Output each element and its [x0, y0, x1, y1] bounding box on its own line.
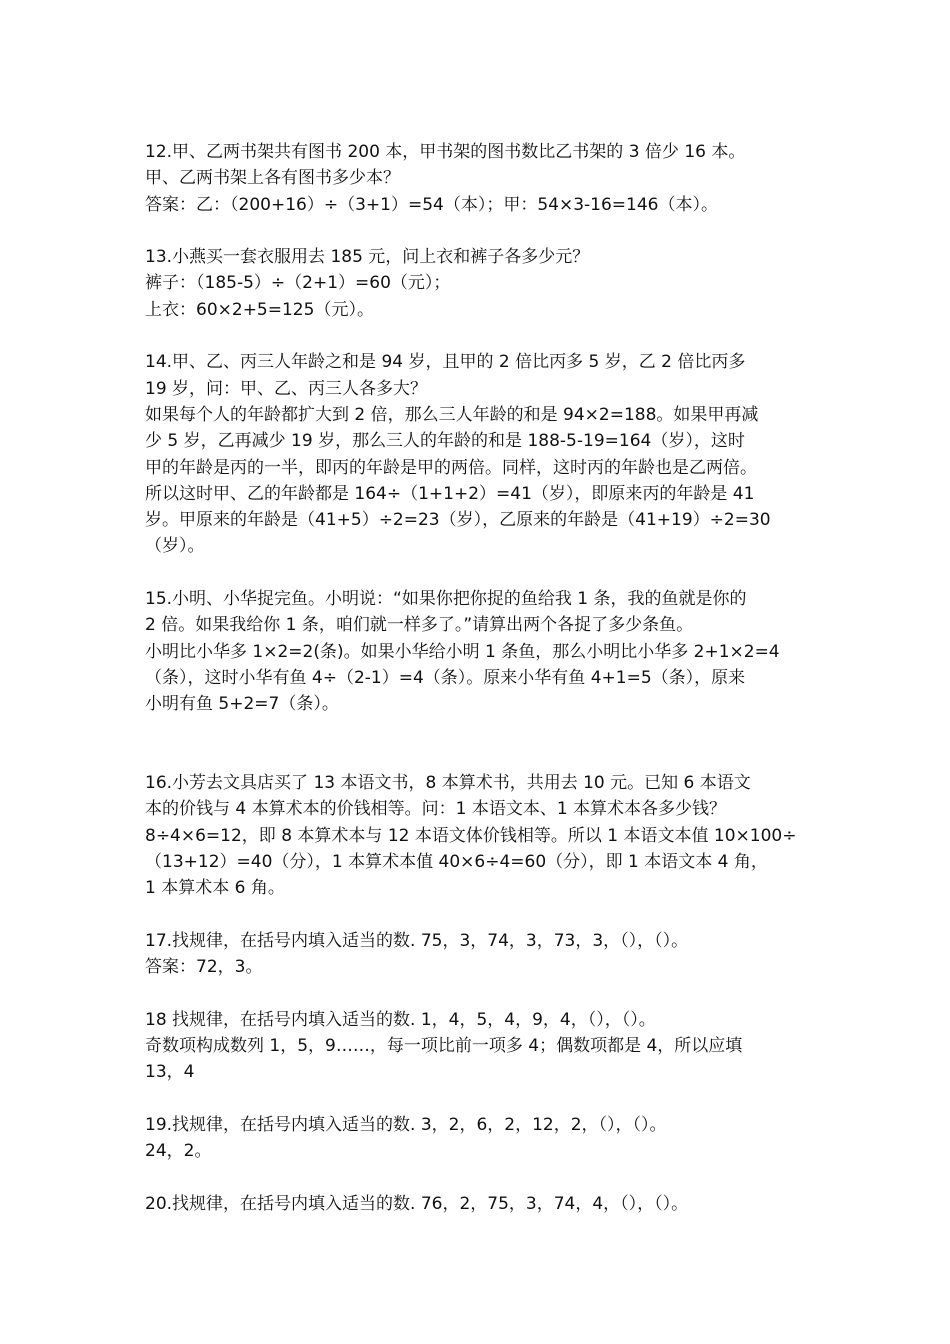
text-line: 小明比小华多 1×2=2(条)。如果小华给小明 1 条鱼，那么小明比小华多 2+1×2=4 [145, 641, 780, 662]
text-line: 少 5 岁，乙再减少 19 岁，那么三人的年龄的和是 188-5-19=164（岁），这时 [145, 431, 745, 452]
problem-16 [145, 770, 815, 901]
text-line: 14.甲、乙、丙三人年龄之和是 94 岁，且甲的 2 倍比丙多 5 岁，乙 2 倍比丙多 [145, 352, 746, 373]
text-line: 12.甲、乙两书架共有图书 200 本，甲书架的图书数比乙书架的 3 倍少 16 本。 [145, 142, 746, 162]
text-line: 所以这时甲、乙的年龄都是 164÷（1+1+2）=41（岁），即原来丙的年龄是 41 [145, 483, 755, 504]
problem-13 [145, 244, 815, 323]
text-line: 上衣：60×2+5=125（元）。 [145, 299, 374, 320]
text-line: 15.小明、小华捉完鱼。小明说：“如果你把你捉的鱼给我 1 条，我的鱼就是你的 [145, 589, 747, 610]
text-line: （13+12）=40（分），1 本算术本值 40×6÷4=60（分），即 1 本语文本 4 角， [145, 852, 768, 873]
problem-20 [145, 1191, 815, 1217]
text-line: 岁。甲原来的年龄是（41+5）÷2=23（岁），乙原来的年龄是（41+19）÷2=30 [145, 510, 771, 531]
text-line: 答案：72，3。 [145, 957, 263, 978]
text-line: 18 找规律，在括号内填入适当的数. 1，4，5，4，9，4，（），（）。 [145, 1009, 656, 1030]
text-line: 24，2。 [145, 1141, 212, 1162]
text-line: 甲、乙两书架上各有图书多少本？ [145, 168, 400, 189]
text-line: （岁）。 [145, 536, 205, 557]
text-line: 17.找规律，在括号内填入适当的数. 75，3，74，3，73，3，（），（）。 [145, 930, 689, 951]
problem-19 [145, 1112, 815, 1165]
text-line: 20.找规律，在括号内填入适当的数. 76，2，75，3，74，4，（），（）。 [145, 1193, 689, 1214]
text-line: 13，4 [145, 1062, 195, 1083]
text-line: 甲的年龄是丙的一半，即丙的年龄是甲的两倍。同样，这时丙的年龄也是乙两倍。 [145, 457, 757, 478]
problem-18 [145, 1007, 815, 1086]
text-line: 1 本算术本 6 角。 [145, 878, 285, 899]
text-line: 裤子：（185-5）÷（2+1）=60（元）； [145, 273, 451, 294]
text-line: 如果每个人的年龄都扩大到 2 倍，那么三人年龄的和是 94×2=188。如果甲再减 [145, 404, 759, 425]
problem-17 [145, 928, 815, 981]
text-line: 19.找规律，在括号内填入适当的数. 3，2，6，2，12，2，（），（）。 [145, 1114, 667, 1135]
problem-12 [145, 139, 815, 218]
text-line: 2 倍。如果我给你 1 条，咱们就一样多了。”请算出两个各捉了多少条鱼。 [145, 615, 694, 636]
text-line: 本的价钱与 4 本算术本的价钱相等。问：1 本语文本、1 本算术本各多少钱？ [145, 799, 727, 820]
text-line: 8÷4×6=12，即 8 本算术本与 12 本语文体价钱相等。所以 1 本语文本值 10×100÷ [145, 825, 797, 846]
text-line: 小明有鱼 5+2=7（条）。 [145, 694, 339, 715]
document-page [145, 139, 815, 1217]
text-line: （条），这时小华有鱼 4÷（2-1）=4（条）。原来小华有鱼 4+1=5（条），原来 [145, 667, 746, 688]
problem-14 [145, 349, 815, 559]
text-line: 13.小燕买一套衣服用去 185 元，问上衣和裤子各多少元？ [145, 247, 590, 268]
text-line: 答案：乙：（200+16）÷（3+1）=54（本）；甲：54×3-16=146（本）。 [145, 194, 718, 215]
problem-15 [145, 586, 815, 717]
text-line: 19 岁，问：甲、乙、丙三人各多大？ [145, 378, 428, 399]
text-line: 奇数项构成数列 1，5，9……，每一项比前一项多 4；偶数项都是 4，所以应填 [145, 1036, 743, 1057]
text-line: 16.小芳去文具店买了 13 本语文书，8 本算术书，共用去 10 元。已知 6 本语文 [145, 773, 751, 794]
